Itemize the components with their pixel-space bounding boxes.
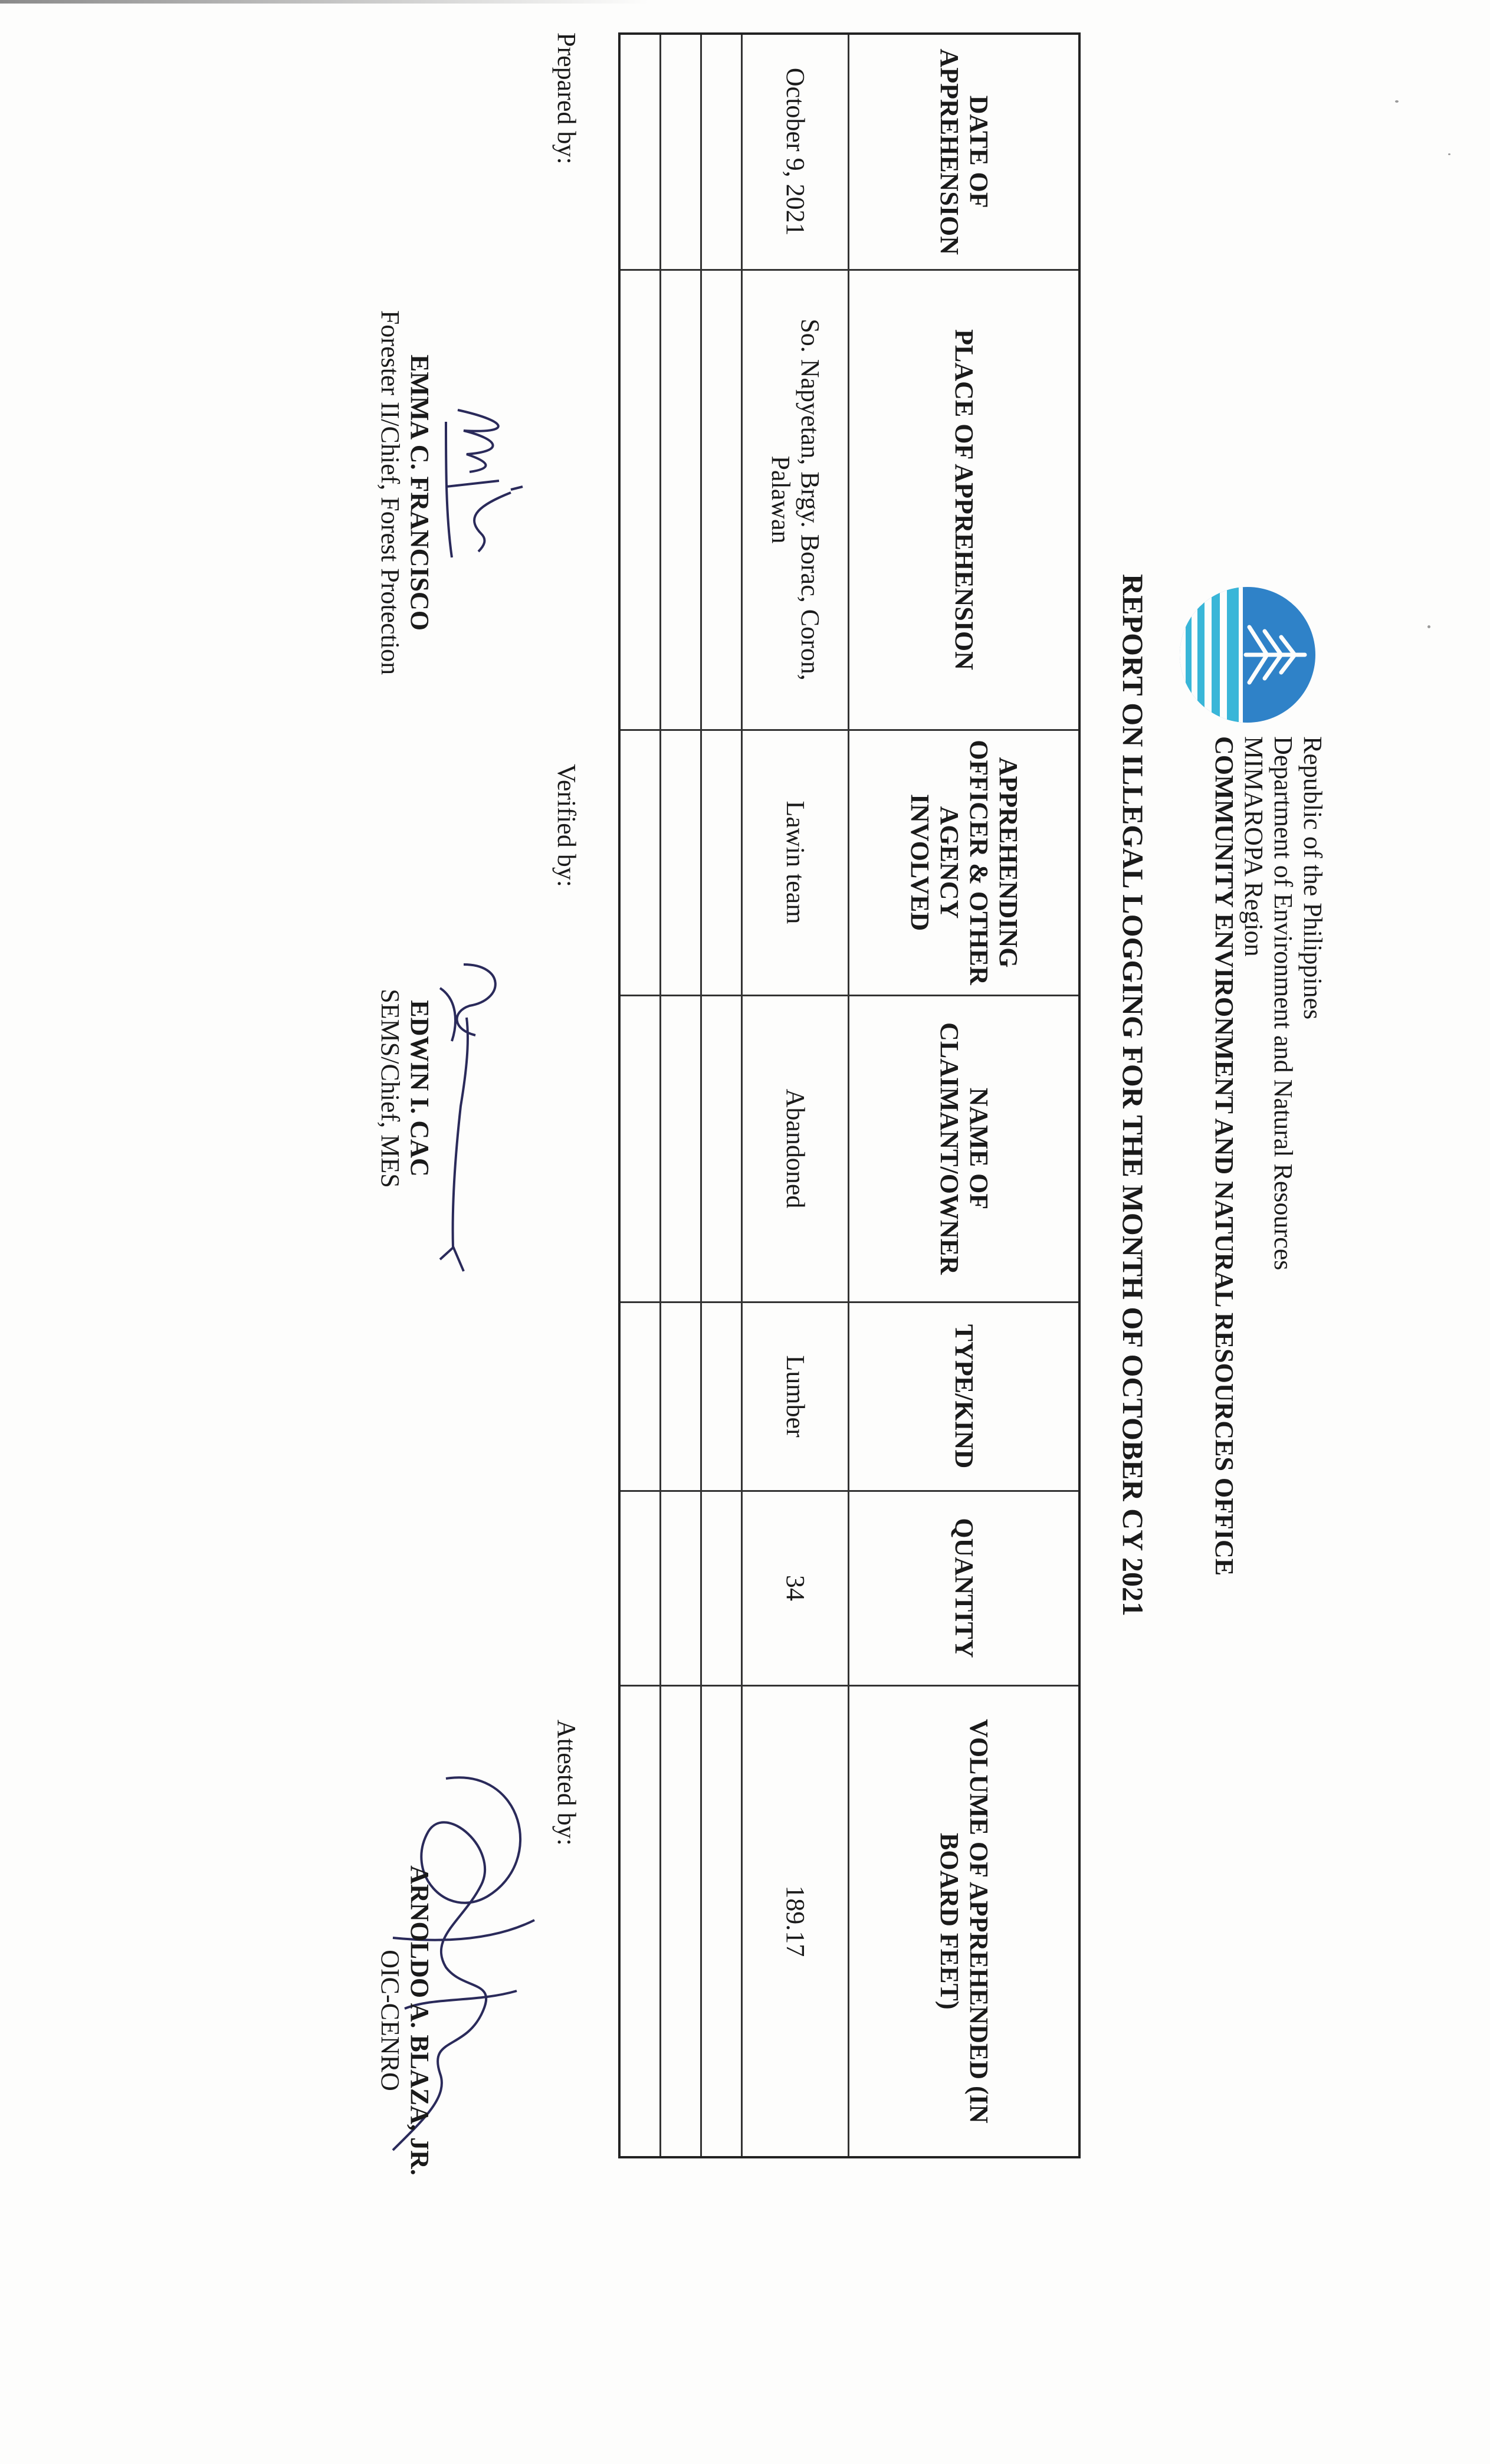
table-row-blank bbox=[619, 34, 661, 2157]
prepared-signatory bbox=[375, 227, 434, 758]
header-claimant: NAME OF CLAIMANT/OWNER bbox=[849, 995, 1080, 1302]
cell-volume: 189.17 bbox=[742, 1685, 849, 2157]
verified-name: EDWIN I. CAC bbox=[405, 1000, 434, 1177]
table-row-blank bbox=[661, 34, 701, 2157]
header-type: TYPE/KIND bbox=[849, 1302, 1080, 1491]
attested-name: ARNOLDO A. BLAZA, JR. bbox=[405, 1865, 434, 2176]
letterhead-line-region: MIMAROPA Region bbox=[1239, 736, 1268, 957]
signatories bbox=[0, 32, 582, 2176]
prepared-position: Forester II/Chief, Forest Protection bbox=[376, 310, 405, 675]
cell-type: Lumber bbox=[742, 1302, 849, 1491]
report-title: REPORT ON ILLEGAL LOGGING FOR THE MONTH OF OCTOBER CY 2021 bbox=[1117, 574, 1150, 1617]
attested-label: Attested by: bbox=[552, 1720, 581, 1846]
prepared-signature bbox=[434, 398, 534, 563]
letterhead-office: COMMUNITY ENVIRONMENT AND NATURAL RESOURCES OFFICE bbox=[1210, 736, 1239, 1576]
attested-signatory bbox=[375, 1755, 434, 2286]
cell-place: So. Napyetan, Brgy. Borac, Coron, Palawan bbox=[742, 270, 849, 730]
letterhead-line-department: Department of Environment and Natural Resources bbox=[1269, 736, 1298, 1271]
cell-claimant: Abandoned bbox=[742, 995, 849, 1302]
cell-quantity: 34 bbox=[742, 1491, 849, 1685]
denr-logo-icon bbox=[1174, 581, 1321, 729]
verified-label: Verified by: bbox=[552, 764, 581, 887]
header-officer: APPREHENDING OFFICER & OTHER AGENCY INVOLVED bbox=[849, 730, 1080, 995]
table-row-blank bbox=[701, 34, 742, 2157]
letterhead-line-republic: Republic of the Philippines bbox=[1298, 736, 1327, 1020]
verified-position: SEMS/Chief, MES bbox=[376, 989, 405, 1188]
header-quantity: QUANTITY bbox=[849, 1491, 1080, 1685]
table-header-row bbox=[849, 34, 1080, 2157]
verified-signatory bbox=[375, 823, 434, 1354]
prepared-name: EMMA C. FRANCISCO bbox=[405, 354, 434, 631]
cell-officer: Lawin team bbox=[742, 730, 849, 995]
verified-signature bbox=[428, 953, 540, 1283]
illegal-logging-table bbox=[618, 32, 1081, 2158]
table-row bbox=[742, 34, 849, 2157]
header-date: DATE OF APPREHENSION bbox=[849, 34, 1080, 270]
letterhead bbox=[1209, 736, 1327, 1576]
header-place: PLACE OF APPREHENSION bbox=[849, 270, 1080, 730]
attested-position: OIC-CENRO bbox=[376, 1950, 405, 2091]
cell-date: October 9, 2021 bbox=[742, 34, 849, 270]
header-volume: VOLUME OF APPREHENDED (IN BOARD FEET) bbox=[849, 1685, 1080, 2157]
prepared-label: Prepared by: bbox=[552, 32, 581, 165]
